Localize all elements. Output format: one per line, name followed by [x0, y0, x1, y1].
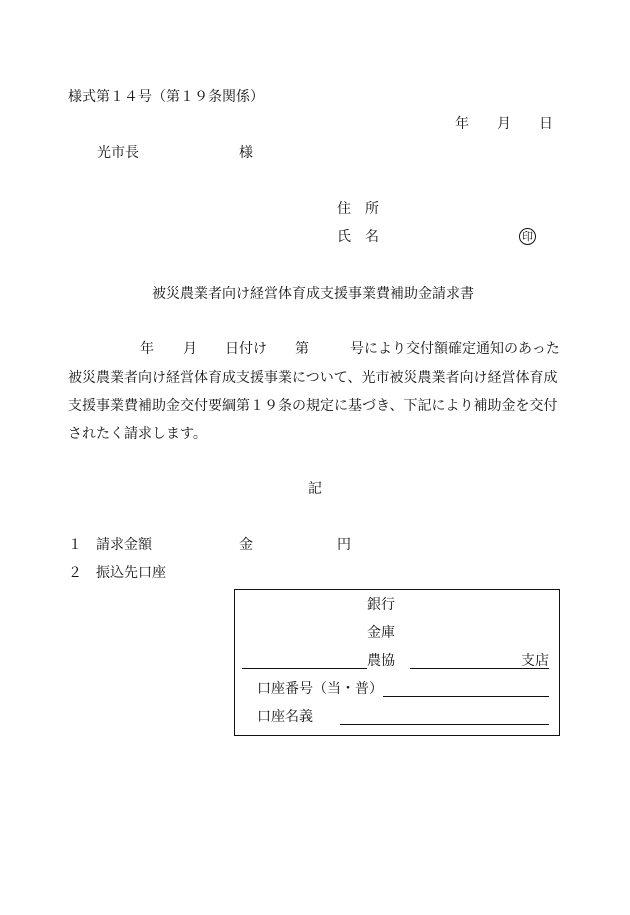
ki-heading: 記	[308, 481, 322, 497]
item-claim-yen: 円	[337, 537, 351, 553]
body-line1-rest: 号により交付額確定通知のあった	[350, 341, 560, 357]
body-line3: 支援事業費補助金交付要綱第１９条の規定に基づき、下記により補助金を交付	[68, 398, 558, 414]
bank-label: 銀行	[367, 597, 395, 613]
body-number-prefix: 第	[295, 341, 309, 357]
item-claim-number: １	[68, 537, 82, 553]
document-title: 被災農業者向け経営体育成支援事業費補助金請求書	[152, 286, 474, 302]
account-holder-label: 口座名義	[257, 709, 313, 725]
account-number-label: 口座番号（当・普）	[257, 681, 383, 697]
seal-mark-icon: 印	[519, 228, 536, 245]
item-claim-label: 請求金額	[96, 537, 152, 553]
body-line4: されたく請求します。	[68, 426, 207, 442]
account-holder-underline	[340, 724, 549, 725]
addressee-honorific: 様	[239, 145, 253, 161]
form-number: 様式第１４号（第１９条関係）	[68, 89, 264, 105]
item-claim-kin: 金	[239, 537, 253, 553]
name-label: 氏 名	[337, 229, 379, 245]
nokyo-label: 農協	[367, 653, 395, 669]
addressee-name: 光市長	[97, 145, 139, 161]
item-account-label: 振込先口座	[96, 565, 166, 581]
body-dated: 日付け	[225, 341, 267, 357]
item-account-number: ２	[68, 565, 82, 581]
date-year: 年	[455, 116, 469, 132]
body-year: 年	[140, 341, 154, 357]
account-number-underline	[383, 696, 549, 697]
body-line2: 被災農業者向け経営体育成支援事業について、光市被災農業者向け経営体育成	[68, 370, 558, 386]
body-month: 月	[183, 341, 197, 357]
date-day: 日	[539, 116, 553, 132]
shinkin-label: 金庫	[367, 625, 395, 641]
branch-label: 支店	[521, 653, 549, 669]
date-month: 月	[497, 116, 511, 132]
institution-name-underline	[242, 668, 367, 669]
address-label: 住 所	[337, 201, 379, 217]
